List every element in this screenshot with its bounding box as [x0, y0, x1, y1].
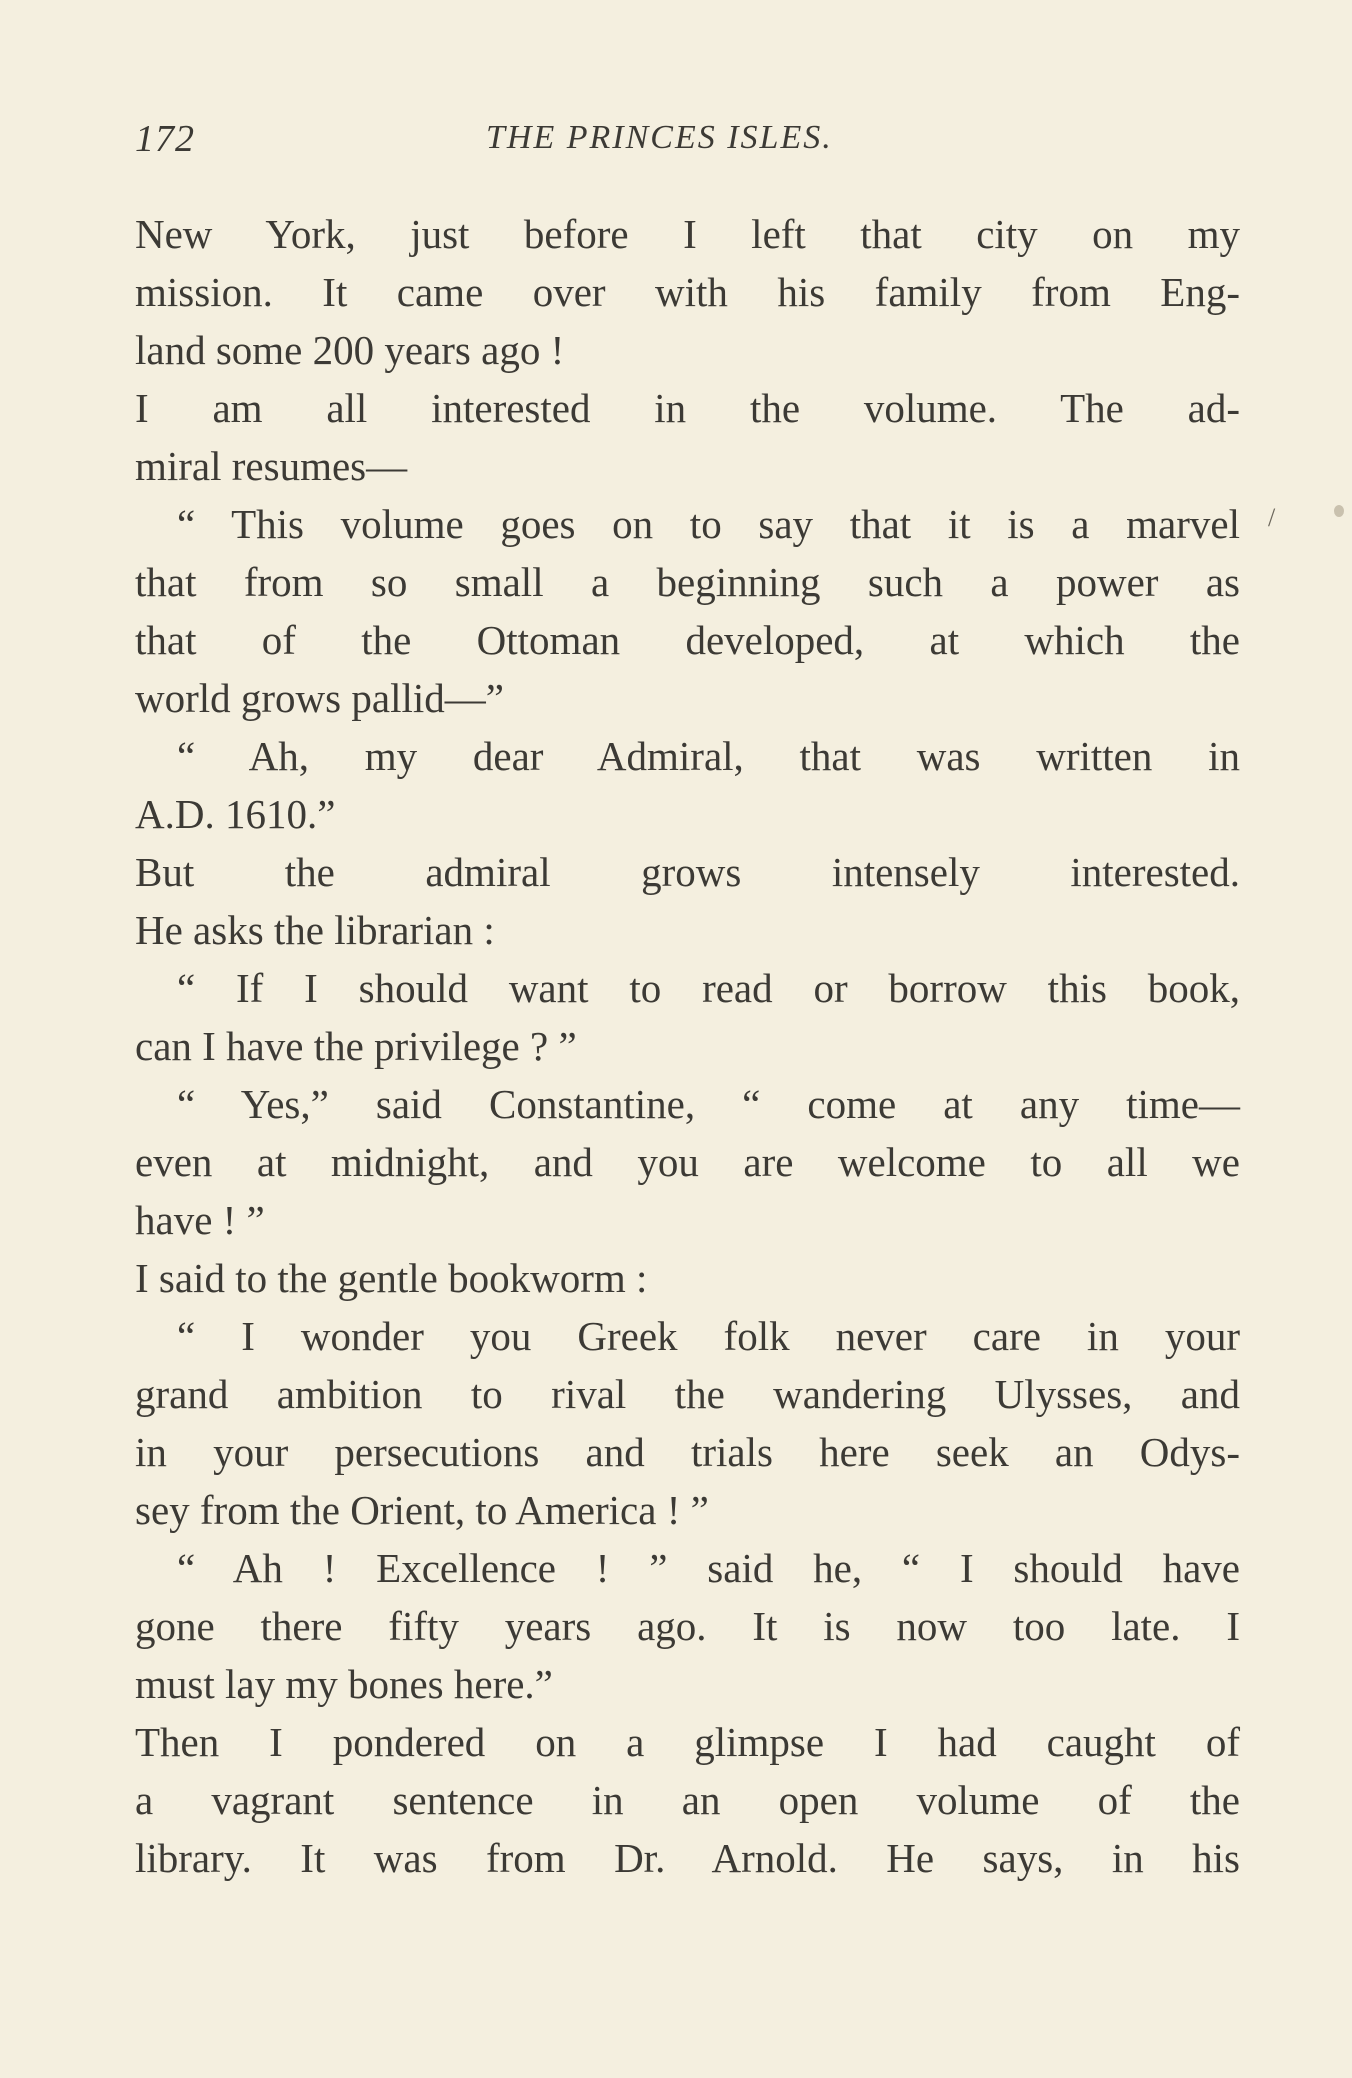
text-line: have ! ”	[135, 1197, 265, 1243]
text-line: can I have the privilege ? ”	[135, 1023, 577, 1069]
text-line: He asks the librarian :	[135, 907, 495, 953]
text-line: sey from the Orient, to America ! ”	[135, 1487, 709, 1533]
text-line: New York, just before I left that city on my	[135, 211, 1240, 257]
text-line: grand ambition to rival the wandering Ulysses, and	[135, 1371, 1240, 1417]
text-line: a vagrant sentence in an open volume of the	[135, 1777, 1240, 1823]
text-line: I am all interested in the volume. The ad-	[135, 385, 1240, 431]
text-line: “ I wonder you Greek folk never care in your	[177, 1313, 1240, 1359]
text-line: I said to the gentle bookworm :	[135, 1255, 648, 1301]
margin-speck	[1334, 505, 1344, 517]
text-line: mission. It came over with his family from Eng-	[135, 269, 1240, 315]
text-line: world grows pallid—”	[135, 675, 504, 721]
text-line: “ Ah ! Excellence ! ” said he, “ I should have	[177, 1545, 1240, 1591]
text-line: A.D. 1610.”	[135, 791, 336, 837]
body-text	[135, 205, 1240, 1887]
text-line: Then I pondered on a glimpse I had caught of	[135, 1719, 1240, 1765]
text-line: “ This volume goes on to say that it is a marvel	[177, 501, 1240, 547]
margin-mark: /	[1268, 503, 1276, 532]
page-number: 172	[135, 118, 195, 160]
text-line: must lay my bones here.”	[135, 1661, 553, 1707]
text-line: miral resumes—	[135, 443, 408, 489]
text-line: “ Yes,” said Constantine, “ come at any time—	[177, 1081, 1240, 1127]
text-line: gone there fifty years ago. It is now too late. I	[135, 1603, 1240, 1649]
text-line: that from so small a beginning such a power as	[135, 559, 1240, 605]
text-line: library. It was from Dr. Arnold. He says, in his	[135, 1835, 1240, 1881]
text-line: But the admiral grows intensely interested.	[135, 849, 1240, 895]
text-line: “ Ah, my dear Admiral, that was written in	[177, 733, 1240, 779]
text-line: “ If I should want to read or borrow this book,	[177, 965, 1240, 1011]
text-line: even at midnight, and you are welcome to all we	[135, 1139, 1240, 1185]
text-line: that of the Ottoman developed, at which the	[135, 617, 1240, 663]
text-line: land some 200 years ago !	[135, 327, 565, 373]
running-head: THE PRINCES ISLES.	[486, 119, 833, 156]
text-line: in your persecutions and trials here seek an Odys-	[135, 1429, 1240, 1475]
